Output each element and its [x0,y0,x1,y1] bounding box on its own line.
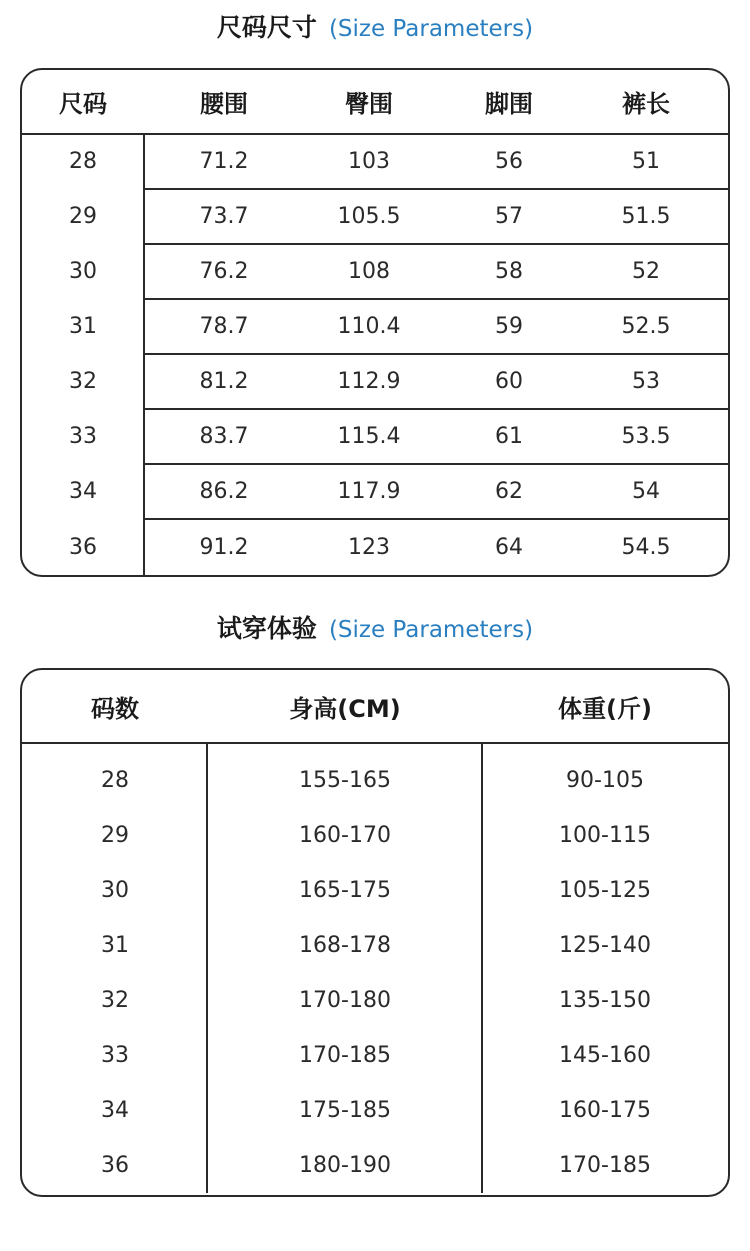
size-chart-body [22,135,728,575]
cell-waist: 91.2 [199,535,249,560]
header-weight: 体重(斤) [558,694,652,723]
cell-hip: 108 [348,259,390,284]
table-row [22,1138,728,1193]
cell-size-code: 30 [101,878,129,903]
cell-size: 29 [69,204,97,229]
cell-height: 168-178 [299,933,391,958]
cell-waist: 71.2 [199,149,249,174]
fit-chart-title [0,613,750,646]
cell-weight: 90-105 [566,768,644,793]
cell-size: 31 [69,314,97,339]
cell-length: 52 [632,259,660,284]
size-chart-title-en: (Size Parameters) [328,16,534,42]
cell-height: 180-190 [299,1153,391,1178]
header-hip: 臀围 [345,90,393,118]
cell-weight: 125-140 [559,933,651,958]
cell-leg-opening: 62 [495,479,523,504]
table-row [22,753,728,808]
cell-length: 51.5 [621,204,671,229]
cell-size-code: 31 [101,933,129,958]
column-divider [481,744,483,1193]
cell-length: 51 [632,149,660,174]
cell-hip: 117.9 [337,479,401,504]
table-row [22,863,728,918]
cell-length: 53.5 [621,424,671,449]
fit-chart-table [20,668,730,1197]
cell-size: 34 [69,479,97,504]
cell-weight: 105-125 [559,878,651,903]
cell-weight: 135-150 [559,988,651,1013]
header-height: 身高(CM) [289,694,401,723]
cell-hip: 105.5 [337,204,401,229]
fit-chart-body [22,744,728,1193]
table-row [22,1028,728,1083]
cell-hip: 110.4 [337,314,401,339]
table-row [69,465,728,520]
table-row [69,245,728,300]
table-row [69,410,728,465]
table-row [69,135,728,190]
fit-chart-header-row [22,670,728,744]
size-chart-table [20,68,730,577]
table-row [22,973,728,1028]
cell-size-code: 36 [101,1153,129,1178]
cell-size: 32 [69,369,97,394]
cell-size: 28 [69,149,97,174]
fit-chart-title-cn: 试穿体验 [216,614,317,643]
cell-hip: 103 [348,149,390,174]
header-size: 尺码 [59,90,107,118]
size-chart-header-row [22,70,728,135]
cell-hip: 112.9 [337,369,401,394]
cell-waist: 83.7 [199,424,249,449]
cell-leg-opening: 57 [495,204,523,229]
cell-weight: 160-175 [559,1098,651,1123]
table-row [69,190,728,245]
fit-chart-title-en: (Size Parameters) [328,617,534,643]
cell-leg-opening: 64 [495,535,523,560]
cell-weight: 100-115 [559,823,651,848]
cell-size-code: 33 [101,1043,129,1068]
cell-waist: 78.7 [199,314,249,339]
cell-leg-opening: 60 [495,369,523,394]
cell-size: 33 [69,424,97,449]
column-divider [143,135,145,575]
cell-weight: 145-160 [559,1043,651,1068]
cell-size-code: 28 [101,768,129,793]
cell-waist: 81.2 [199,369,249,394]
cell-size: 30 [69,259,97,284]
cell-waist: 86.2 [199,479,249,504]
cell-height: 175-185 [299,1098,391,1123]
header-waist: 腰围 [200,90,248,118]
size-chart-title [0,12,750,45]
size-chart-title-cn: 尺码尺寸 [216,13,317,42]
cell-size-code: 29 [101,823,129,848]
cell-height: 170-185 [299,1043,391,1068]
header-size-code: 码数 [91,694,139,723]
cell-height: 165-175 [299,878,391,903]
cell-height: 170-180 [299,988,391,1013]
header-pants-length: 裤长 [622,90,670,118]
column-divider [206,744,208,1193]
cell-size-code: 32 [101,988,129,1013]
table-row [22,918,728,973]
cell-height: 160-170 [299,823,391,848]
cell-hip: 115.4 [337,424,401,449]
table-row [22,520,728,575]
cell-leg-opening: 61 [495,424,523,449]
cell-size: 36 [69,535,97,560]
cell-hip: 123 [348,535,390,560]
cell-size-code: 34 [101,1098,129,1123]
cell-weight: 170-185 [559,1153,651,1178]
cell-leg-opening: 56 [495,149,523,174]
table-row [22,808,728,863]
cell-length: 54.5 [621,535,671,560]
cell-length: 52.5 [621,314,671,339]
cell-waist: 73.7 [199,204,249,229]
cell-length: 53 [632,369,660,394]
cell-leg-opening: 59 [495,314,523,339]
cell-leg-opening: 58 [495,259,523,284]
cell-waist: 76.2 [199,259,249,284]
cell-length: 54 [632,479,660,504]
cell-height: 155-165 [299,768,391,793]
header-leg-opening: 脚围 [485,90,533,118]
table-row [22,1083,728,1138]
table-row [69,355,728,410]
table-row [69,300,728,355]
